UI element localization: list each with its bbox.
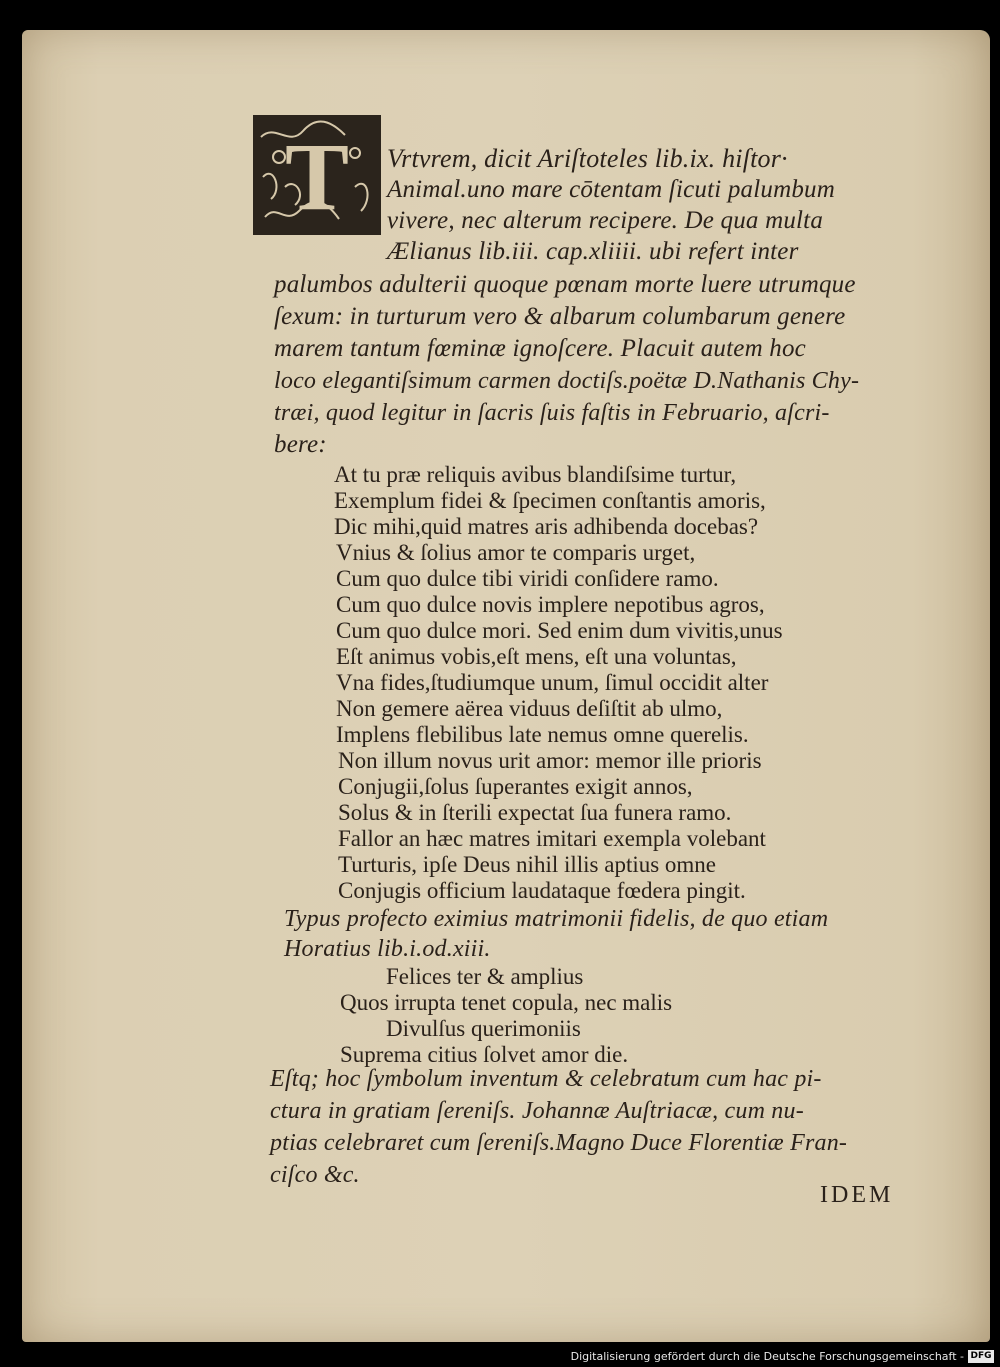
decorated-initial (253, 115, 381, 235)
poem-line: Non illum novus urit amor: memor ille prioris (338, 748, 762, 773)
italic-line: vivere, nec alterum recipere. De qua multa (387, 207, 824, 234)
footer-bar (0, 1347, 1000, 1367)
poem-line: Conjugii,ſolus ſuperantes exigit annos, (338, 774, 693, 799)
italic-line: træi, quod legitur in ſacris ſuis faſtis in Februario, aſcri- (274, 400, 830, 426)
italic-line: loco elegantiſsimum carmen doctiſs.poëtæ D.Nathanis Chy- (274, 368, 860, 394)
italic-line: Animal.uno mare cōtentam ſicuti palumbum (387, 176, 835, 203)
italic-line: ciſco &c. (270, 1162, 360, 1188)
poem-line: At tu præ reliquis avibus blandiſsime turtur, (334, 462, 737, 487)
initial-letter: T (284, 123, 350, 230)
poem-line: Eſt animus vobis,eſt mens, eſt una voluntas, (336, 644, 737, 669)
poem-line: Fallor an hæc matres imitari exempla volebant (338, 826, 766, 851)
quote-line: Divulſus querimoniis (386, 1016, 581, 1041)
poem-line: Cum quo dulce mori. Sed enim dum vivitis,unus (336, 618, 783, 643)
poem-line: Turturis, ipſe Deus nihil illis aptius omne (338, 852, 717, 877)
italic-line: Vrtvrem, dicit Ariſtoteles lib.ix. hiſtor· (387, 144, 788, 173)
italic-line: ctura in gratiam ſereniſs. Johannæ Auſtriacæ, cum nu- (270, 1098, 804, 1124)
poem-line: Non gemere aërea viduus deſiſtit ab ulmo, (336, 696, 723, 721)
italic-line: ptias celebraret cum ſereniſs.Magno Duce Florentiæ Fran- (270, 1130, 848, 1156)
italic-line: Typus profecto eximius matrimonii fidelis, de quo etiam (284, 906, 829, 932)
poem-line: Vna fides,ſtudiumque unum, ſimul occidit alter (336, 670, 769, 695)
poem-line: Vnius & ſolius amor te comparis urget, (336, 540, 696, 565)
catchword: IDEM (820, 1182, 894, 1208)
dfg-logo: DFG (968, 1350, 994, 1363)
quote-line: Suprema citius ſolvet amor die. (340, 1042, 629, 1067)
italic-line: marem tantum fœminæ ignoſcere. Placuit autem hoc (274, 335, 806, 362)
italic-line: Ælianus lib.iii. cap.xliiii. ubi refert inter (387, 238, 799, 265)
italic-line: palumbos adulterii quoque pœnam morte luere utrumque (274, 271, 856, 298)
poem-line: Solus & in ſterili expectat ſua funera ramo. (338, 800, 732, 825)
quote-line: Quos irrupta tenet copula, nec malis (340, 990, 673, 1015)
italic-line: ſexum: in turturum vero & albarum columbarum genere (274, 303, 846, 330)
poem-line: Dic mihi,quid matres aris adhibenda docebas? (334, 514, 759, 539)
quote-line: Felices ter & amplius (386, 964, 584, 989)
italic-line: Eſtq; hoc ſymbolum inventum & celebratum cum hac pi- (270, 1066, 822, 1092)
poem-line: Cum quo dulce tibi viridi conſidere ramo. (336, 566, 719, 591)
book-page (22, 30, 990, 1342)
poem-line: Implens flebilibus late nemus omne querelis. (336, 722, 749, 747)
italic-line: bere: (274, 431, 327, 458)
italic-line: Horatius lib.i.od.xiii. (284, 936, 491, 962)
poem-line: Exemplum fidei & ſpecimen conſtantis amoris, (334, 488, 766, 513)
poem-line: Cum quo dulce novis implere nepotibus agros, (336, 592, 765, 617)
poem-line: Conjugis officium laudataque fœdera pingit. (338, 878, 746, 903)
footer-credit: Digitalisierung gefördert durch die Deutsche Forschungsgemeinschaft - (570, 1350, 964, 1363)
